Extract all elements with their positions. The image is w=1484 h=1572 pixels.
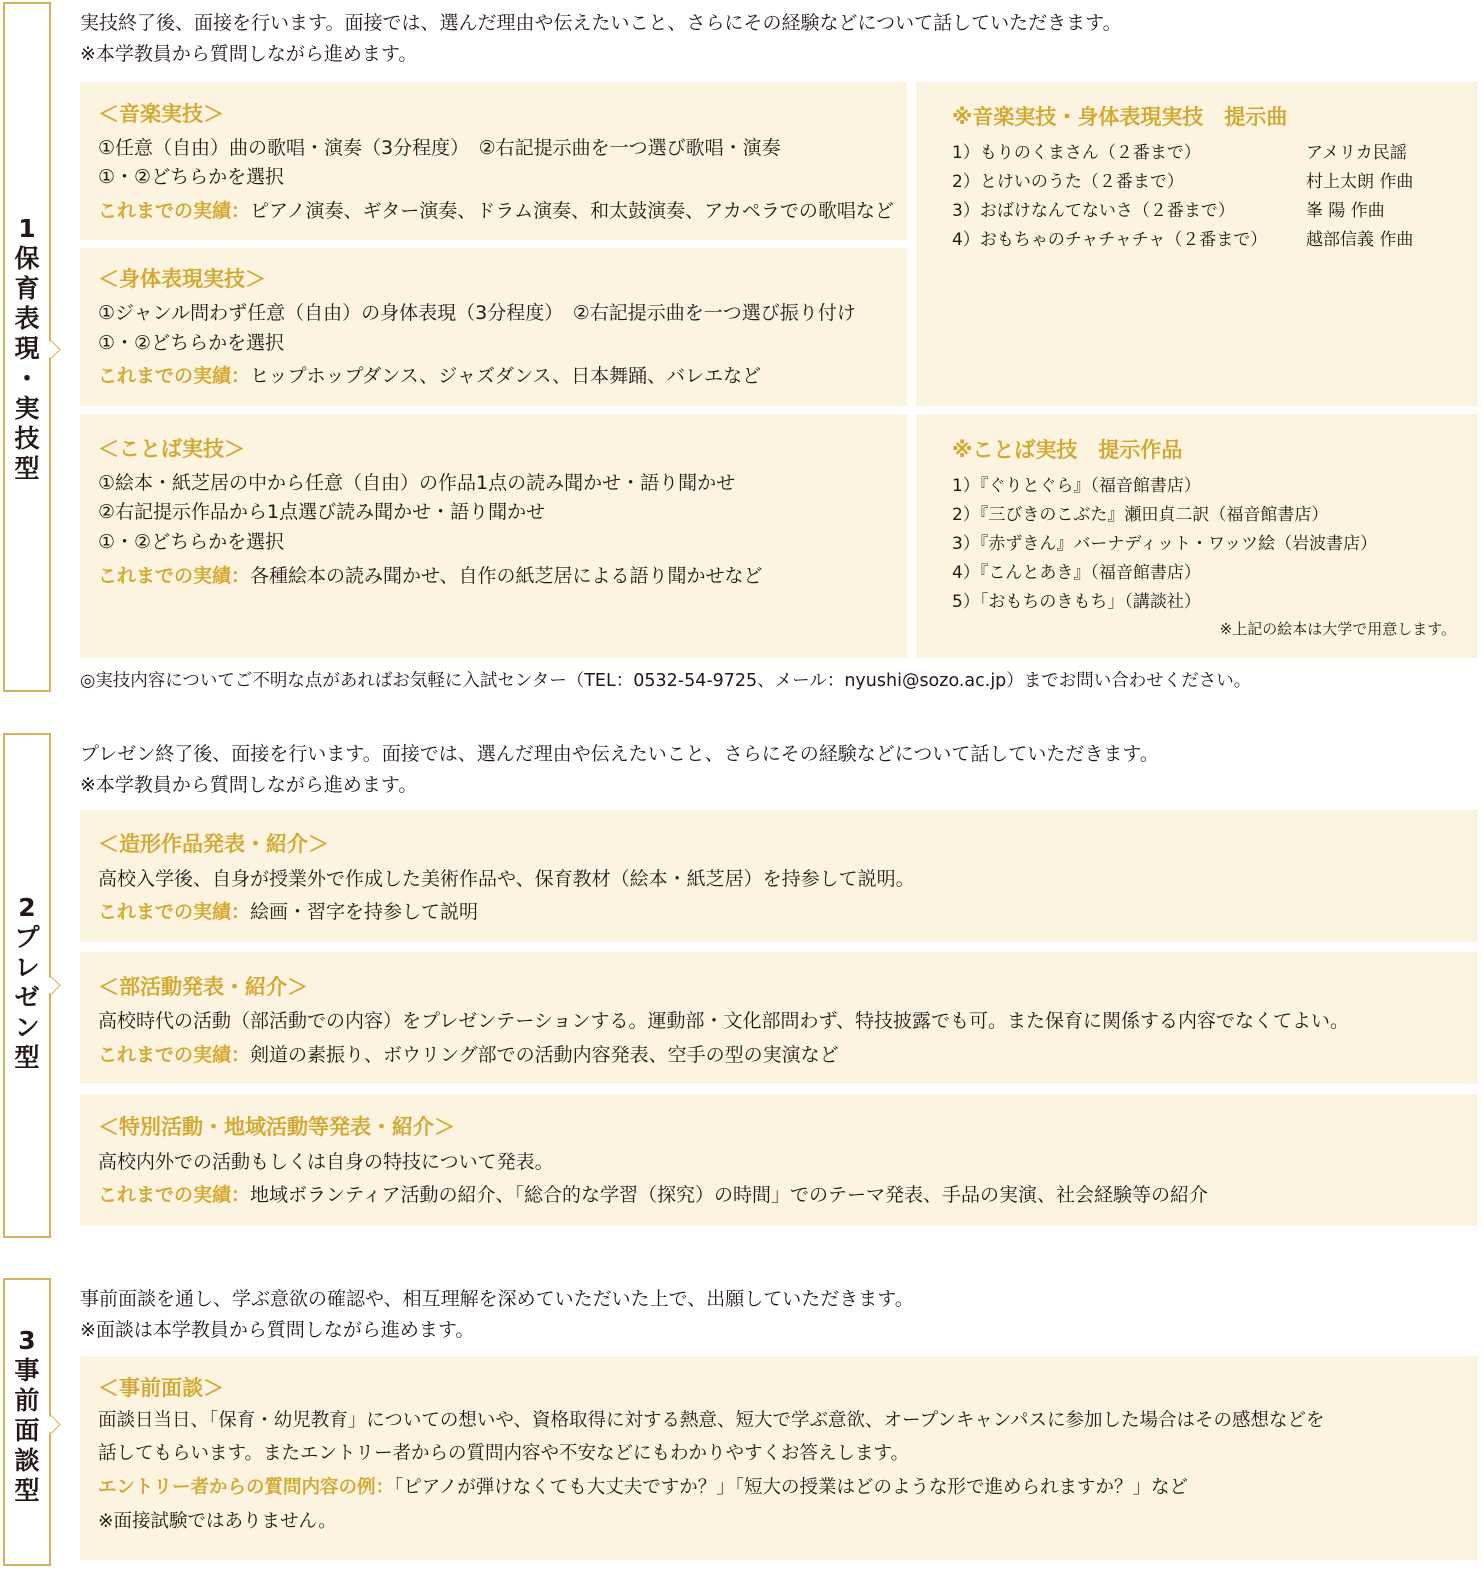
- music-practical-title: ＜音楽実技＞: [98, 102, 224, 126]
- works-title: ※ことば実技 提示作品: [952, 438, 1183, 462]
- record-label: これまでの実績：: [98, 200, 251, 222]
- words-line-3: ①・②どちらかを選択: [98, 531, 285, 553]
- contact-note: ◎実技内容についてご不明な点があればお気軽に入試センター（TEL：0532-54-9725、メール：nyushi@sozo.ac.jp）までお問い合わせください。: [80, 671, 1252, 691]
- music-line-2: ①・②どちらかを選択: [98, 166, 285, 188]
- work-item: 1）『ぐりとぐら』（福音館書店）: [952, 476, 1201, 496]
- record-label: これまでの実績：: [98, 565, 251, 587]
- pre-interview-title: ＜事前面談＞: [98, 1376, 224, 1400]
- special-record: [98, 1180, 1208, 1207]
- record-text: 各種絵本の読み聞かせ、自作の紙芝居による語り聞かせなど: [250, 565, 763, 587]
- club-presentation-title: ＜部活動発表・紹介＞: [98, 975, 308, 999]
- work-item: 3）『赤ずきん』バーナディット・ワッツ絵（岩波書店）: [952, 534, 1378, 554]
- section2-side-text: 2 プ レ ゼ ン 型: [14, 893, 40, 1072]
- song-item: 3）おばけなんてないさ（２番まで）: [952, 201, 1235, 221]
- section1-side-label: [3, 2, 51, 692]
- section1-intro: 実技終了後、面接を行います。面接では、選んだ理由や伝えたいこと、さらにその経験などについて話していただきます。 ※本学教員から質問しながら進めます。: [80, 12, 1122, 65]
- question-examples-text: 「ピアノが弾けなくても大丈夫ですか？」「短大の授業はどのような形で進められますか？」など: [394, 1477, 1189, 1498]
- record-text: 絵画・習字を持参して説明: [250, 901, 479, 923]
- body-record: [98, 361, 761, 388]
- words-line-1: ①絵本・紙芝居の中から任意（自由）の作品1点の読み聞かせ・語り聞かせ: [98, 472, 736, 494]
- work-item: 2）『三びきのこぶた』瀬田貞二訳（福音館書店）: [952, 505, 1329, 525]
- interview-line-1: 面談日当日、「保育・幼児教育」についての想いや、資格取得に対する熱意、短大で学ぶ意欲、オープンキャンパスに参加した場合はその感想などを: [98, 1410, 1325, 1431]
- section3-side-label: [3, 1278, 51, 1566]
- song-author: アメリカ民謡: [1306, 143, 1407, 163]
- section2-side-label: [3, 733, 51, 1238]
- art-presentation-title: ＜造形作品発表・紹介＞: [98, 832, 329, 856]
- section1-side-text: 1 保 育 表 現 ・ 実 技 型: [14, 214, 40, 483]
- section3-side-text: 3 事 前 面 談 型: [14, 1326, 40, 1505]
- music-line-1: ①任意（自由）曲の歌唱・演奏（3分程度） ②右記提示曲を一つ選び歌唱・演奏: [98, 137, 781, 159]
- special-line-1: 高校内外での活動もしくは自身の特技について発表。: [98, 1151, 554, 1173]
- song-item: 4）おもちゃのチャチャチャ（２番まで）: [952, 230, 1268, 250]
- record-text: ピアノ演奏、ギター演奏、ドラム演奏、和太鼓演奏、アカペラでの歌唱など: [250, 200, 894, 222]
- song-author: 村上太朗 作曲: [1306, 172, 1414, 192]
- art-record: [98, 897, 478, 924]
- music-record: [98, 196, 894, 223]
- song-item: 1）もりのくまさん（２番まで）: [952, 143, 1201, 163]
- record-label: これまでの実績：: [98, 1044, 251, 1066]
- body-line-1: ①ジャンル問わず任意（自由）の身体表現（3分程度） ②右記提示曲を一つ選び振り付け: [98, 302, 856, 324]
- words-record: [98, 561, 762, 588]
- work-item: 5）「おもちのきもち」（講談社）: [952, 592, 1201, 612]
- body-line-2: ①・②どちらかを選択: [98, 332, 285, 354]
- interview-line-2: 話してもらいます。またエントリー者からの質問内容や不安などにもわかりやすくお答えします。: [98, 1443, 910, 1464]
- works-note: ※上記の絵本は大学で用意します。: [1219, 620, 1456, 638]
- section3-intro: 事前面談を通し、学ぶ意欲の確認や、相互理解を深めていただいた上で、出願していただきます。 ※面談は本学教員から質問しながら進めます。: [80, 1288, 914, 1341]
- song-author: 越部信義 作曲: [1306, 230, 1414, 250]
- song-author: 峯 陽 作曲: [1306, 201, 1385, 221]
- record-text: 剣道の素振り、ボウリング部での活動内容発表、空手の型の実演など: [250, 1044, 839, 1066]
- art-line-1: 高校入学後、自身が授業外で作成した美術作品や、保育教材（絵本・紙芝居）を持参して説明。: [98, 868, 915, 890]
- special-activity-title: ＜特別活動・地域活動等発表・紹介＞: [98, 1115, 455, 1139]
- section2-intro: プレゼン終了後、面接を行います。面接では、選んだ理由や伝えたいこと、さらにその経験などについて話していただきます。 ※本学教員から質問しながら進めます。: [80, 743, 1159, 796]
- song-item: 2）とけいのうた（２番まで）: [952, 172, 1184, 192]
- work-item: 4）『こんとあき』（福音館書店）: [952, 563, 1201, 583]
- record-label: これまでの実績：: [98, 365, 251, 387]
- interview-note: ※面接試験ではありません。: [98, 1511, 337, 1532]
- songs-title: ※音楽実技・身体表現実技 提示曲: [952, 105, 1288, 129]
- club-record: [98, 1040, 839, 1067]
- club-line-1: 高校時代の活動（部活動での内容）をプレゼンテーションする。運動部・文化部問わず、特技披露でも可。また保育に関係する内容でなくてよい。: [98, 1010, 1349, 1032]
- words-practical-title: ＜ことば実技＞: [98, 437, 245, 461]
- record-label: これまでの実績：: [98, 901, 251, 923]
- body-expression-title: ＜身体表現実技＞: [98, 267, 266, 291]
- record-text: 地域ボランティア活動の紹介、「総合的な学習（探究）の時間」でのテーマ発表、手品の実演、社会経験等の紹介: [250, 1184, 1208, 1206]
- question-examples-label: エントリー者からの質問内容の例：: [98, 1477, 395, 1498]
- record-label: これまでの実績：: [98, 1184, 251, 1206]
- interview-questions: [98, 1473, 1188, 1499]
- words-line-2: ②右記提示作品から1点選び読み聞かせ・語り聞かせ: [98, 501, 546, 523]
- record-text: ヒップホップダンス、ジャズダンス、日本舞踊、バレエなど: [250, 365, 762, 387]
